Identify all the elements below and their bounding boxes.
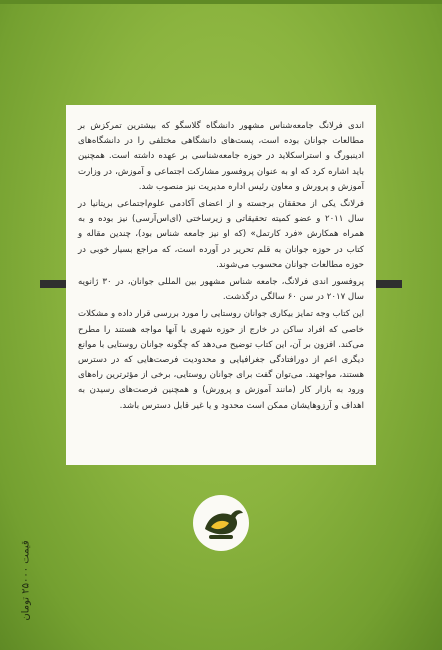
author-bio-paragraph-3: پروفسور اندی فرلانگ، جامعه شناس مشهور بین المللی جوانان، در ۳۰ ژانویه سال ۲۰۱۷ در سن ۶۰ سالگی درگذشت. [78, 277, 364, 303]
synopsis-panel [66, 105, 376, 465]
author-bio-paragraph-1: اندی فرلانگ جامعه‌شناس مشهور دانشگاه گلاسگو که بیشترین تمرکزش بر مطالعات جوانان بوده است، پست‌های دانشگاهی مختلفی را در دانشگاه‌های ادینبورگ و استراسکلاید در حوزه جامعه‌شناسی بر عهده داشته است. همچنین باید اشاره کرد که او به عنوان پروفسور مشارکت اجتماعی و آموزش، در وزارت آموزش و پرورش و معاون رئیس اداره مدیریت نیز منصوب شد. [78, 121, 364, 192]
right-divider-mark [376, 280, 402, 288]
cover-top-edge [0, 0, 442, 4]
publisher-bird-logo-icon [191, 493, 251, 553]
author-bio-paragraph-2: فرلانگ یکی از محققان برجسته و از اعضای آکادمی علوم‌اجتماعی بریتانیا در سال ۲۰۱۱ و عضو کمیته تحقیقاتی و زیرساختی (ای‌اس‌آرسی) نیز بوده و به همراه همکارش «فرد کارتمل» (که او نیز جامعه شناس بود)، چندین مقاله و کتاب در حوزه جوانان به قلم تحریر در آورده است، که مراجع بسیار خوبی در حوزه مطالعات جوانان محسوب می‌شوند. [78, 199, 364, 270]
book-summary-paragraph: این کتاب وجه تمایز بیکاری جوانان روستایی را مورد بررسی قرار داده و مشکلات خاصی که افراد ساکن در خارج از حوزه شهری با آنها مواجه هستند را مطرح می‌کند. افزون بر آن، این کتاب توضیح می‌دهد که چگونه جوانان روستایی با موانع دیگری اعم از دورافتادگی جغرافیایی و محدودیت فرصت‌هایی که در دسترس هستند، مواجهند. می‌توان گفت برای جوانان روستایی، برخی از مؤثرترین راه‌های ورود به بازار کار (مانند آموزش و پرورش) و همچنین فرصت‌های رسیدن به اهداف و آرزوهایشان ممکن است محدود و یا غیر قابل دسترس باشد. [78, 309, 364, 411]
handwritten-price-note: قیمت ۲۵۰۰۰ تومان [20, 539, 32, 621]
left-divider-mark [40, 280, 66, 288]
